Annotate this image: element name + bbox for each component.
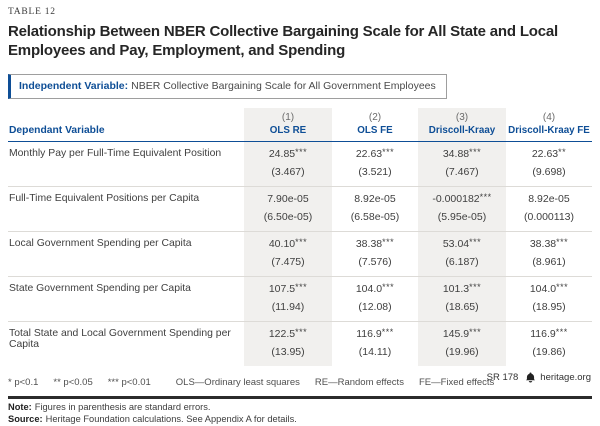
column-header-driscoll-kraay-fe bbox=[506, 108, 592, 142]
cell bbox=[332, 231, 418, 276]
cell bbox=[418, 321, 506, 366]
standard-error: (6.50e-05) bbox=[263, 210, 313, 223]
coefficient: 116.9 bbox=[530, 327, 556, 340]
source-label: Source: bbox=[8, 414, 43, 425]
significance-stars: *** bbox=[556, 282, 569, 293]
legend-item: ** p<0.05 bbox=[53, 376, 93, 388]
standard-error: (3.467) bbox=[271, 165, 305, 178]
coefficient: 145.9 bbox=[442, 327, 470, 340]
legend-item: RE—Random effects bbox=[314, 376, 404, 388]
standard-error: (13.95) bbox=[271, 345, 305, 358]
cell bbox=[244, 141, 332, 186]
coefficient: 38.38 bbox=[529, 237, 557, 250]
standard-error: (0.000113) bbox=[523, 210, 574, 223]
independent-variable-label: Independent Variable: bbox=[19, 79, 129, 92]
cell bbox=[506, 141, 592, 186]
independent-variable-value: NBER Collective Bargaining Scale for All Government Employees bbox=[131, 79, 436, 92]
standard-error: (12.08) bbox=[358, 300, 392, 313]
standard-error: (11.94) bbox=[271, 300, 305, 313]
coefficient: 24.85 bbox=[268, 147, 296, 160]
significance-stars: *** bbox=[555, 327, 568, 338]
heritage-bell-icon bbox=[525, 372, 536, 383]
cell bbox=[418, 231, 506, 276]
site-url: heritage.org bbox=[540, 372, 591, 383]
row-label: Total State and Local Government Spending per Capita bbox=[9, 327, 231, 350]
legend-item: OLS—Ordinary least squares bbox=[175, 376, 300, 388]
standard-error: (19.86) bbox=[532, 345, 566, 358]
coefficient: 104.0 bbox=[355, 282, 383, 295]
column-header-driscoll-kraay bbox=[418, 108, 506, 142]
standard-error: (7.467) bbox=[445, 165, 479, 178]
table-row bbox=[8, 321, 592, 366]
coefficient: 38.38 bbox=[355, 237, 383, 250]
significance-stars: *** bbox=[381, 327, 394, 338]
significance-stars: *** bbox=[382, 282, 395, 293]
coefficient: 22.63 bbox=[355, 147, 383, 160]
cell bbox=[244, 276, 332, 321]
cell bbox=[332, 276, 418, 321]
column-name: OLS RE bbox=[269, 124, 307, 136]
note-label: Note: bbox=[8, 401, 32, 412]
coefficient: 8.92e-05 bbox=[528, 192, 570, 205]
cell bbox=[506, 231, 592, 276]
independent-variable-box bbox=[8, 74, 447, 99]
cell bbox=[244, 186, 332, 231]
column-name: Driscoll-Kraay bbox=[428, 124, 496, 136]
standard-error: (14.11) bbox=[358, 345, 392, 358]
standard-error: (7.475) bbox=[271, 255, 305, 268]
significance-stars: *** bbox=[469, 327, 482, 338]
column-name: OLS FE bbox=[357, 124, 393, 136]
row-label: State Government Spending per Capita bbox=[8, 276, 244, 321]
row-label: Monthly Pay per Full-Time Equivalent Position bbox=[8, 141, 244, 186]
significance-stars: *** bbox=[295, 327, 308, 338]
standard-error: (18.95) bbox=[532, 300, 566, 313]
legend-item: *** p<0.01 bbox=[107, 376, 151, 388]
page-title: Relationship Between NBER Collective Bargaining Scale for All State and Local Employees and Pay, Employment, and Spending bbox=[8, 23, 559, 59]
standard-error: (8.961) bbox=[532, 255, 566, 268]
row-label: Full-Time Equivalent Positions per Capita bbox=[8, 186, 244, 231]
significance-stars: *** bbox=[469, 237, 482, 248]
table-row bbox=[8, 141, 592, 186]
cell bbox=[506, 321, 592, 366]
note-text: Figures in parenthesis are standard errors. bbox=[34, 401, 211, 412]
cell bbox=[332, 186, 418, 231]
coefficient: 34.88 bbox=[442, 147, 470, 160]
standard-error: (7.576) bbox=[358, 255, 392, 268]
column-header-ols-fe bbox=[332, 108, 418, 142]
standard-error: (9.698) bbox=[532, 165, 566, 178]
column-number: (4) bbox=[542, 111, 556, 123]
coefficient: 101.3 bbox=[442, 282, 470, 295]
significance-stars: *** bbox=[295, 282, 308, 293]
coefficient: 40.10 bbox=[268, 237, 296, 250]
regression-results-table bbox=[8, 108, 592, 366]
cell bbox=[418, 141, 506, 186]
dependent-variable-header: Dependant Variable bbox=[8, 108, 244, 142]
table-row bbox=[8, 231, 592, 276]
standard-error: (6.187) bbox=[445, 255, 479, 268]
coefficient: 7.90e-05 bbox=[267, 192, 309, 205]
coefficient: 53.04 bbox=[442, 237, 470, 250]
cell bbox=[506, 276, 592, 321]
cell bbox=[332, 321, 418, 366]
column-number: (3) bbox=[455, 111, 469, 123]
cell bbox=[244, 321, 332, 366]
table-row bbox=[8, 186, 592, 231]
source-line bbox=[8, 413, 592, 426]
source-text: Heritage Foundation calculations. See Appendix A for details. bbox=[45, 414, 297, 425]
coefficient: 116.9 bbox=[356, 327, 382, 340]
table-row bbox=[8, 276, 592, 321]
coefficient: 107.5 bbox=[268, 282, 296, 295]
coefficient: 122.5 bbox=[268, 327, 296, 340]
significance-stars: *** bbox=[469, 282, 482, 293]
cell bbox=[244, 231, 332, 276]
table-header-row bbox=[8, 108, 592, 142]
column-number: (2) bbox=[368, 111, 382, 123]
column-header-ols-re bbox=[244, 108, 332, 142]
significance-stars: *** bbox=[295, 147, 308, 158]
standard-error: (3.521) bbox=[358, 165, 392, 178]
significance-stars: *** bbox=[479, 192, 492, 203]
cell bbox=[418, 276, 506, 321]
standard-error: (18.65) bbox=[445, 300, 479, 313]
significance-stars: *** bbox=[469, 147, 482, 158]
legend-item: FE—Fixed effects bbox=[418, 376, 495, 388]
standard-error: (5.95e-05) bbox=[437, 210, 487, 223]
coefficient: 8.92e-05 bbox=[354, 192, 396, 205]
row-label: Local Government Spending per Capita bbox=[8, 231, 244, 276]
standard-error: (19.96) bbox=[445, 345, 479, 358]
report-attribution bbox=[487, 372, 591, 383]
significance-stars: *** bbox=[556, 237, 569, 248]
bottom-rule bbox=[8, 396, 592, 399]
table-number-label: TABLE 12 bbox=[8, 7, 56, 17]
significance-stars: ** bbox=[558, 147, 567, 158]
legend-item: * p<0.1 bbox=[8, 376, 39, 388]
coefficient: 22.63 bbox=[531, 147, 559, 160]
significance-stars: *** bbox=[382, 237, 395, 248]
footnotes bbox=[8, 401, 592, 426]
cell bbox=[332, 141, 418, 186]
coefficient: 104.0 bbox=[529, 282, 557, 295]
standard-error: (6.58e-05) bbox=[350, 210, 400, 223]
significance-stars: *** bbox=[295, 237, 308, 248]
cell bbox=[506, 186, 592, 231]
column-name: Driscoll-Kraay FE bbox=[508, 124, 590, 136]
report-id: SR 178 bbox=[486, 372, 519, 383]
significance-stars: *** bbox=[382, 147, 395, 158]
coefficient: -0.000182 bbox=[432, 192, 480, 205]
cell bbox=[418, 186, 506, 231]
column-number: (1) bbox=[281, 111, 295, 123]
